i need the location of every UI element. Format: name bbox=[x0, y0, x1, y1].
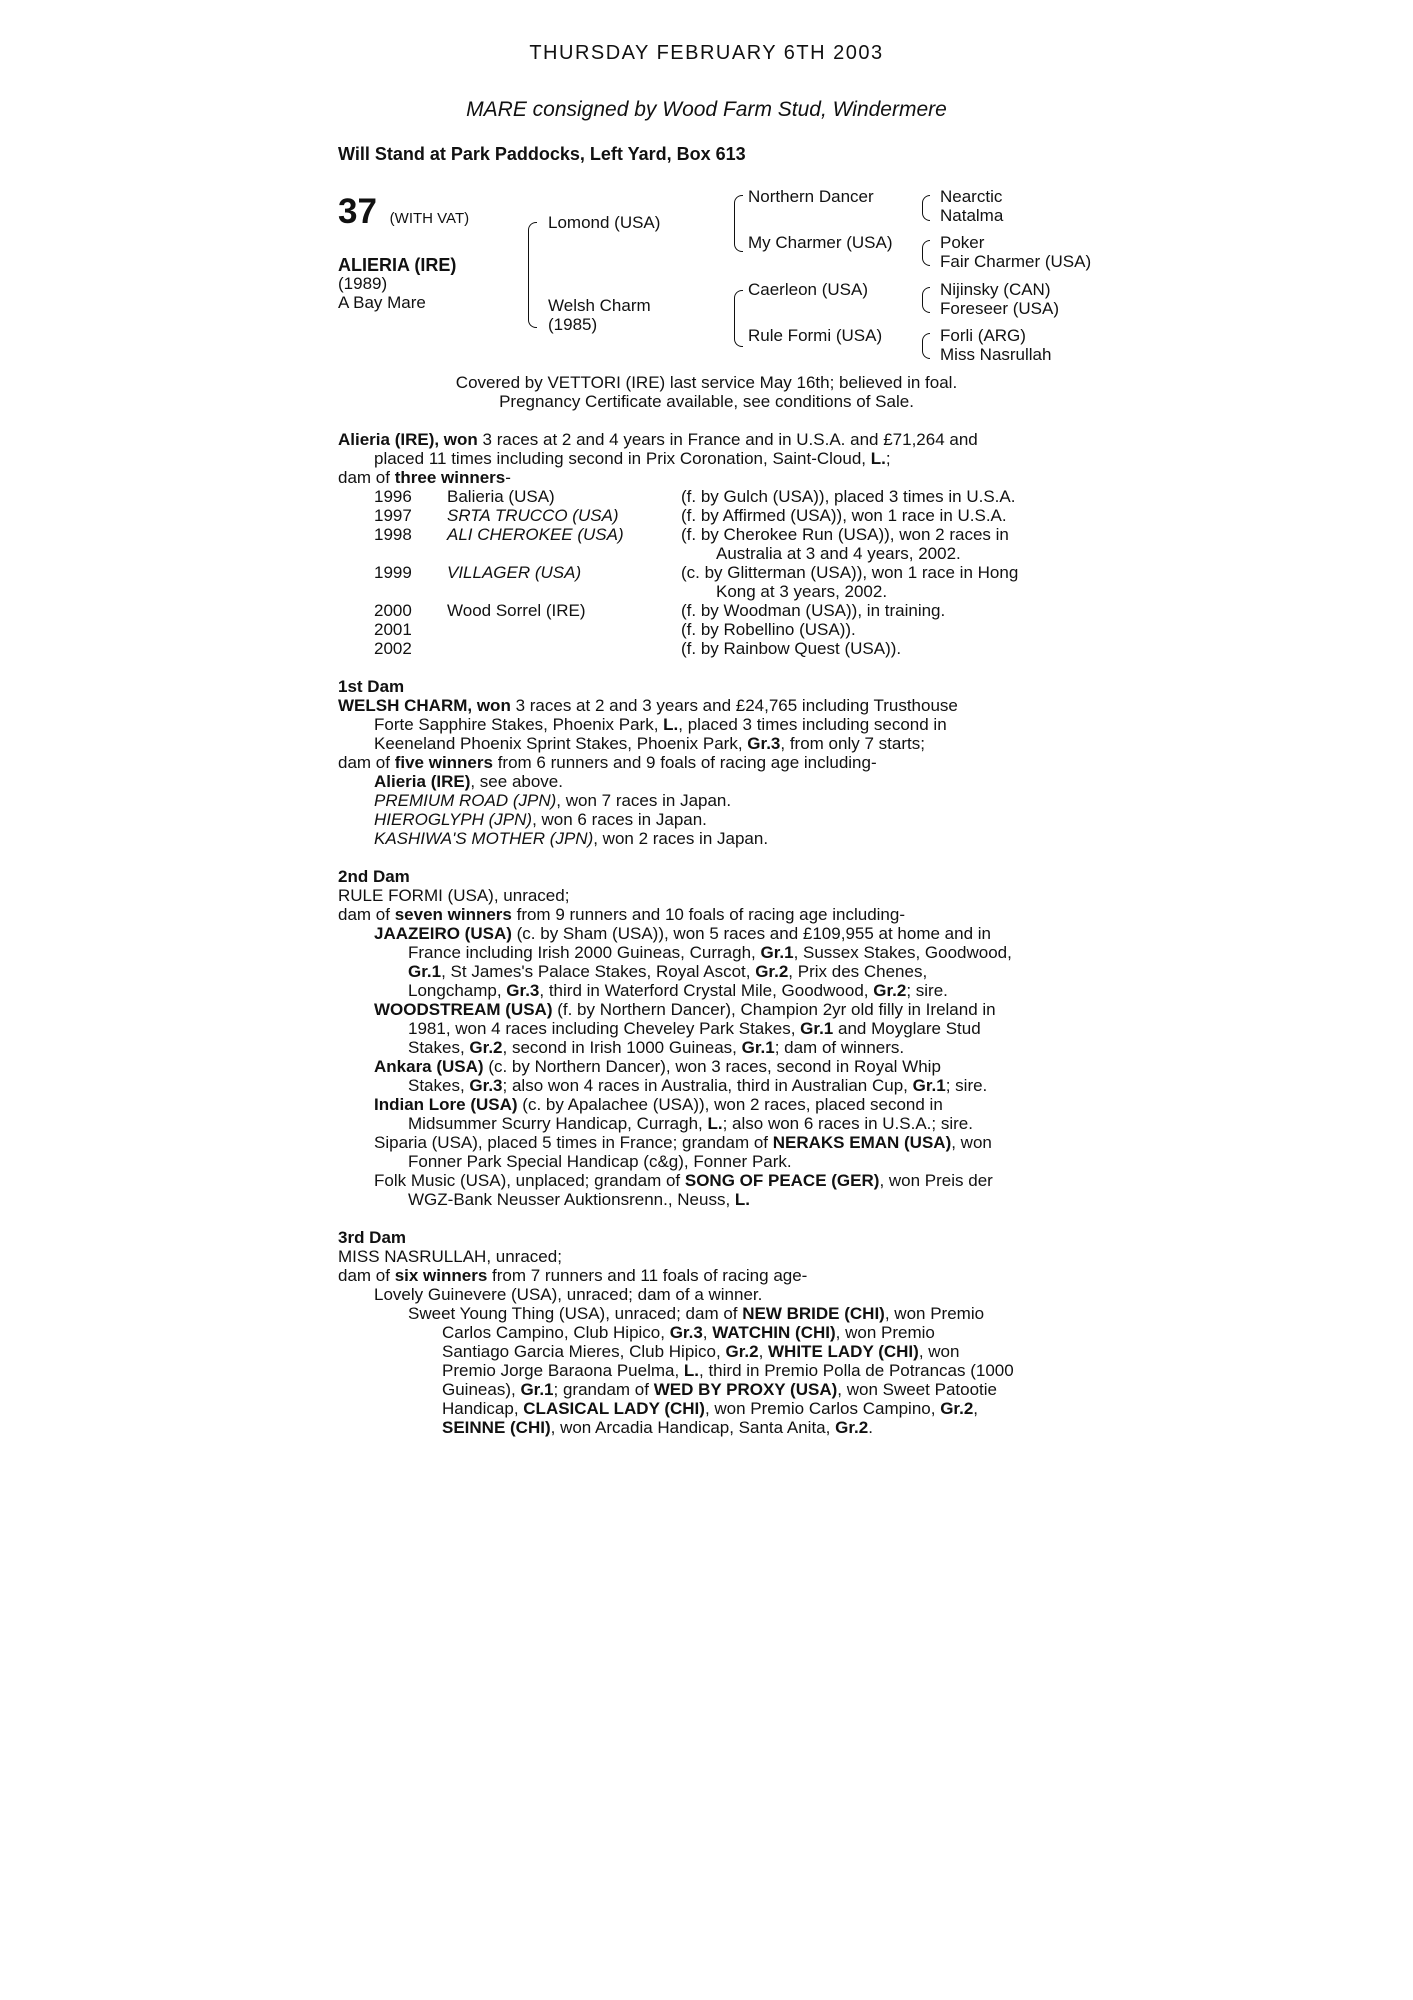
produce-year: 2001 bbox=[374, 620, 412, 639]
race-record-line-2 bbox=[374, 449, 891, 468]
group-mark: Gr.2 bbox=[835, 1418, 869, 1437]
sweet-young-thing-line-6 bbox=[442, 1399, 978, 1418]
woodstream-line-1 bbox=[374, 1000, 996, 1019]
horse-description: A Bay Mare bbox=[338, 293, 426, 312]
text: ; also won 6 races in U.S.A.; sire. bbox=[722, 1114, 973, 1133]
produce-note: (f. by Woodman (USA)), in training. bbox=[681, 601, 946, 620]
text: Midsummer Scurry Handicap, Curragh, bbox=[408, 1114, 708, 1133]
listed-mark: L. bbox=[734, 1190, 751, 1209]
brace bbox=[922, 195, 930, 221]
produce-year: 1998 bbox=[374, 525, 412, 544]
second-dam-summary bbox=[338, 905, 905, 924]
produce-name: VILLAGER (USA) bbox=[447, 563, 582, 582]
siparia-line-1 bbox=[374, 1133, 992, 1152]
brace bbox=[734, 290, 743, 347]
text: Keeneland Phoenix Sprint Stakes, Phoenix Park, bbox=[374, 734, 748, 753]
group-mark: Gr.1 bbox=[741, 1038, 775, 1057]
text: Carlos Campino, Club Hipico, bbox=[442, 1323, 670, 1342]
text: (c. by Apalachee (USA)), won 2 races, placed second in bbox=[517, 1095, 943, 1114]
produce-note: (f. by Robellino (USA)). bbox=[681, 620, 856, 639]
listed-mark: L. bbox=[683, 1361, 700, 1380]
pedigree-sire-sire: Northern Dancer bbox=[748, 187, 874, 206]
listed-mark: L. bbox=[663, 715, 679, 734]
group-mark: Gr.2 bbox=[725, 1342, 759, 1361]
produce-name: Ankara (USA) bbox=[374, 1057, 484, 1076]
text: Sweet Young Thing (USA), unraced; dam of bbox=[408, 1304, 743, 1323]
indian-lore-line-1 bbox=[374, 1095, 943, 1114]
sweet-young-thing-line-5 bbox=[442, 1380, 997, 1399]
produce-note: (f. by Rainbow Quest (USA)). bbox=[681, 639, 902, 658]
lovely-guinevere: Lovely Guinevere (USA), unraced; dam of a winner. bbox=[374, 1285, 763, 1304]
text: from 9 runners and 10 foals of racing age including- bbox=[511, 905, 905, 924]
text: , placed 3 times including second in bbox=[678, 715, 947, 734]
produce-year: 1999 bbox=[374, 563, 412, 582]
first-dam-line-3 bbox=[374, 734, 925, 753]
sale-date: THURSDAY FEBRUARY 6TH 2003 bbox=[529, 42, 884, 64]
pedigree-dsd: Foreseer (USA) bbox=[940, 299, 1060, 318]
sweet-young-thing-line-2 bbox=[442, 1323, 935, 1342]
group-mark: Gr.1 bbox=[912, 1076, 946, 1095]
first-dam-produce-1 bbox=[374, 772, 563, 791]
first-dam-produce-3 bbox=[374, 810, 707, 829]
pedigree-dss: Nijinsky (CAN) bbox=[940, 280, 1051, 299]
text: , won 6 races in Japan. bbox=[532, 810, 707, 829]
text: , bbox=[758, 1342, 769, 1361]
listed-mark: L. bbox=[870, 449, 886, 468]
text: , won Premio bbox=[835, 1323, 935, 1342]
text: Stakes, bbox=[408, 1038, 470, 1057]
brace bbox=[528, 222, 537, 328]
brace bbox=[734, 195, 743, 252]
group-mark: Gr.2 bbox=[873, 981, 907, 1000]
produce-note: (f. by Gulch (USA)), placed 3 times in U.S.A. bbox=[681, 487, 1016, 506]
winners-count: three winners bbox=[394, 468, 506, 487]
pedigree-sds: Poker bbox=[940, 233, 985, 252]
ankara-line-1 bbox=[374, 1057, 941, 1076]
text: , won 2 races in Japan. bbox=[593, 829, 769, 848]
pedigree-dam-dam: Rule Formi (USA) bbox=[748, 326, 883, 345]
produce-name: JAAZEIRO (USA) bbox=[374, 924, 512, 943]
sweet-young-thing-line-7 bbox=[442, 1418, 873, 1437]
text: Siparia (USA), placed 5 times in France; grandam of bbox=[374, 1133, 773, 1152]
text: , third in Waterford Crystal Mile, Goodwood, bbox=[539, 981, 874, 1000]
produce-name: ALI CHEROKEE (USA) bbox=[447, 525, 624, 544]
text: . bbox=[868, 1418, 873, 1437]
group-mark: Gr.3 bbox=[469, 1076, 503, 1095]
produce-name: HIEROGLYPH (JPN) bbox=[374, 810, 533, 829]
third-dam-summary bbox=[338, 1266, 807, 1285]
cover-note-1: Covered by VETTORI (IRE) last service May 16th; believed in foal. bbox=[455, 373, 958, 392]
produce-name: PREMIUM ROAD (JPN) bbox=[374, 791, 557, 810]
text: (c. by Sham (USA)), won 5 races and £109,955 at home and in bbox=[511, 924, 991, 943]
produce-name: WATCHIN (CHI) bbox=[712, 1323, 836, 1342]
text: , won bbox=[951, 1133, 992, 1152]
produce-name: CLASICAL LADY (CHI) bbox=[523, 1399, 705, 1418]
group-mark: Gr.1 bbox=[520, 1380, 554, 1399]
text: from 7 runners and 11 foals of racing age- bbox=[487, 1266, 808, 1285]
group-mark: Gr.2 bbox=[469, 1038, 503, 1057]
produce-name: SRTA TRUCCO (USA) bbox=[447, 506, 619, 525]
record-won: , won bbox=[434, 430, 478, 449]
text: , won Sweet Patootie bbox=[837, 1380, 997, 1399]
pedigree-dam-year: (1985) bbox=[548, 315, 598, 334]
ankara-line-2 bbox=[408, 1076, 987, 1095]
produce-name: Wood Sorrel (IRE) bbox=[447, 601, 586, 620]
second-dam-name: RULE FORMI (USA), unraced; bbox=[338, 886, 570, 905]
produce-name: WHITE LADY (CHI) bbox=[768, 1342, 919, 1361]
folk-music-line-2 bbox=[408, 1190, 750, 1209]
winners-count: six winners bbox=[394, 1266, 488, 1285]
pedigree-ssd: Natalma bbox=[940, 206, 1004, 225]
sweet-young-thing-line-1 bbox=[408, 1304, 984, 1323]
text: , St James's Palace Stakes, Royal Ascot, bbox=[441, 962, 756, 981]
group-mark: Gr.2 bbox=[755, 962, 789, 981]
brace bbox=[922, 240, 930, 266]
text: Handicap, bbox=[442, 1399, 524, 1418]
lot-number-block bbox=[338, 192, 469, 232]
brace bbox=[922, 287, 930, 313]
text: , third in Premio Polla de Potrancas (1000 bbox=[699, 1361, 1014, 1380]
stand-location: Will Stand at Park Paddocks, Left Yard, Box 613 bbox=[338, 144, 746, 164]
winners-count: five winners bbox=[394, 753, 493, 772]
text: ; sire. bbox=[906, 981, 948, 1000]
produce-name: SONG OF PEACE (GER) bbox=[684, 1171, 880, 1190]
produce-name: KASHIWA'S MOTHER (JPN) bbox=[374, 829, 594, 848]
text: ; grandam of bbox=[553, 1380, 654, 1399]
produce-name: WOODSTREAM (USA) bbox=[374, 1000, 553, 1019]
text: , Sussex Stakes, Goodwood, bbox=[793, 943, 1012, 962]
pedigree-ddd: Miss Nasrullah bbox=[940, 345, 1052, 364]
dam-of: dam of bbox=[338, 753, 395, 772]
text: and Moyglare Stud bbox=[833, 1019, 981, 1038]
text: , bbox=[702, 1323, 713, 1342]
text: , won 7 races in Japan. bbox=[556, 791, 732, 810]
second-dam-heading: 2nd Dam bbox=[338, 867, 410, 886]
produce-name: Balieria (USA) bbox=[447, 487, 555, 506]
text: , won Premio bbox=[884, 1304, 985, 1323]
jaazeiro-line-1 bbox=[374, 924, 991, 943]
cover-note-2: Pregnancy Certificate available, see conditions of Sale. bbox=[499, 392, 914, 411]
horse-year: (1989) bbox=[338, 274, 388, 293]
produce-note: (f. by Cherokee Run (USA)), won 2 races in bbox=[681, 525, 1009, 544]
produce-year: 2000 bbox=[374, 601, 412, 620]
third-dam-heading: 3rd Dam bbox=[338, 1228, 407, 1247]
group-mark: Gr.3 bbox=[669, 1323, 703, 1342]
brace bbox=[922, 333, 930, 359]
race-record-line-1 bbox=[338, 430, 978, 449]
pedigree-dam: Welsh Charm bbox=[548, 296, 651, 315]
text: , bbox=[973, 1399, 979, 1418]
group-mark: Gr.1 bbox=[800, 1019, 834, 1038]
third-dam-name: MISS NASRULLAH, unraced; bbox=[338, 1247, 562, 1266]
text: Forte Sapphire Stakes, Phoenix Park, bbox=[374, 715, 664, 734]
produce-note-cont: Australia at 3 and 4 years, 2002. bbox=[716, 544, 961, 563]
produce-name: Alieria (IRE) bbox=[374, 772, 471, 791]
text: 3 races at 2 and 3 years and £24,765 including Trusthouse bbox=[510, 696, 958, 715]
sweet-young-thing-line-4 bbox=[442, 1361, 1014, 1380]
jaazeiro-line-2 bbox=[408, 943, 1012, 962]
text: from 6 runners and 9 foals of racing age including- bbox=[492, 753, 877, 772]
jaazeiro-line-4 bbox=[408, 981, 948, 1000]
pedigree-dam-sire: Caerleon (USA) bbox=[748, 280, 868, 299]
first-dam-line-2 bbox=[374, 715, 947, 734]
produce-name: NERAKS EMAN (USA) bbox=[772, 1133, 952, 1152]
record-name: Alieria (IRE) bbox=[338, 430, 435, 449]
punct: - bbox=[505, 468, 511, 487]
pedigree-sire: Lomond (USA) bbox=[548, 213, 661, 232]
produce-note: (c. by Glitterman (USA)), won 1 race in Hong bbox=[681, 563, 1019, 582]
text: , won Premio Carlos Campino, bbox=[704, 1399, 941, 1418]
dam-of: dam of bbox=[338, 905, 395, 924]
text: , from only 7 starts; bbox=[780, 734, 925, 753]
text: , see above. bbox=[470, 772, 563, 791]
sweet-young-thing-line-3 bbox=[442, 1342, 959, 1361]
text: (f. by Northern Dancer), Champion 2yr old filly in Ireland in bbox=[552, 1000, 996, 1019]
winners-count: seven winners bbox=[394, 905, 512, 924]
text: ; dam of winners. bbox=[774, 1038, 905, 1057]
woodstream-line-2 bbox=[408, 1019, 981, 1038]
text: ; sire. bbox=[945, 1076, 988, 1095]
first-dam-name: WELSH CHARM bbox=[338, 696, 468, 715]
record-text: 3 races at 2 and 4 years in France and in U.S.A. and £71,264 and bbox=[477, 430, 978, 449]
text: Stakes, bbox=[408, 1076, 470, 1095]
punct: ; bbox=[885, 449, 891, 468]
first-dam-line-1 bbox=[338, 696, 958, 715]
folk-music-line-1 bbox=[374, 1171, 993, 1190]
text: , Prix des Chenes, bbox=[788, 962, 928, 981]
produce-name: WED BY PROXY (USA) bbox=[653, 1380, 838, 1399]
pedigree-sdd: Fair Charmer (USA) bbox=[940, 252, 1092, 271]
consignor-line: MARE consigned by Wood Farm Stud, Windermere bbox=[466, 98, 947, 121]
group-mark: Gr.1 bbox=[408, 962, 442, 981]
group-mark: Gr.3 bbox=[747, 734, 781, 753]
produce-year: 1997 bbox=[374, 506, 412, 525]
text: Folk Music (USA), unplaced; grandam of bbox=[374, 1171, 685, 1190]
text: ; also won 4 races in Australia, third in Australian Cup, bbox=[502, 1076, 913, 1095]
race-record-line-3 bbox=[338, 468, 511, 487]
text: , won bbox=[918, 1342, 960, 1361]
text: WGZ-Bank Neusser Auktionsrenn., Neuss, bbox=[408, 1190, 735, 1209]
text: Guineas), bbox=[442, 1380, 521, 1399]
produce-year: 1996 bbox=[374, 487, 412, 506]
text: Premio Jorge Baraona Puelma, bbox=[442, 1361, 684, 1380]
indian-lore-line-2 bbox=[408, 1114, 973, 1133]
listed-mark: L. bbox=[707, 1114, 723, 1133]
pedigree-sss: Nearctic bbox=[940, 187, 1003, 206]
produce-note-cont: Kong at 3 years, 2002. bbox=[716, 582, 888, 601]
vat-note: (WITH VAT) bbox=[389, 210, 470, 227]
first-dam-heading: 1st Dam bbox=[338, 677, 405, 696]
woodstream-line-3 bbox=[408, 1038, 904, 1057]
dam-of: dam of bbox=[338, 468, 395, 487]
produce-name: SEINNE (CHI) bbox=[442, 1418, 551, 1437]
pedigree-sire-dam: My Charmer (USA) bbox=[748, 233, 893, 252]
dam-of: dam of bbox=[338, 1266, 395, 1285]
group-mark: Gr.1 bbox=[760, 943, 794, 962]
horse-name: ALIERIA (IRE) bbox=[338, 255, 457, 275]
first-dam-produce-4 bbox=[374, 829, 768, 848]
group-mark: Gr.2 bbox=[940, 1399, 974, 1418]
jaazeiro-line-3 bbox=[408, 962, 927, 981]
produce-year: 2002 bbox=[374, 639, 412, 658]
text: , won Preis der bbox=[879, 1171, 993, 1190]
produce-name: Indian Lore (USA) bbox=[374, 1095, 518, 1114]
first-dam-line-4 bbox=[338, 753, 877, 772]
pedigree-dds: Forli (ARG) bbox=[940, 326, 1026, 345]
text: 1981, won 4 races including Cheveley Park Stakes, bbox=[408, 1019, 801, 1038]
text: , second in Irish 1000 Guineas, bbox=[502, 1038, 742, 1057]
record-text: placed 11 times including second in Prix Coronation, Saint-Cloud, bbox=[374, 449, 871, 468]
lot-number: 37 bbox=[338, 192, 377, 231]
text: Longchamp, bbox=[408, 981, 507, 1000]
first-dam-produce-2 bbox=[374, 791, 731, 810]
text: (c. by Northern Dancer), won 3 races, second in Royal Whip bbox=[483, 1057, 941, 1076]
produce-name: NEW BRIDE (CHI) bbox=[742, 1304, 885, 1323]
text: Santiago Garcia Mieres, Club Hipico, bbox=[442, 1342, 726, 1361]
produce-note: (f. by Affirmed (USA)), won 1 race in U.S.A. bbox=[681, 506, 1007, 525]
text: , won Arcadia Handicap, Santa Anita, bbox=[550, 1418, 836, 1437]
siparia-line-2: Fonner Park Special Handicap (c&g), Fonner Park. bbox=[408, 1152, 792, 1171]
won: , won bbox=[467, 696, 511, 715]
text: France including Irish 2000 Guineas, Curragh, bbox=[408, 943, 761, 962]
group-mark: Gr.3 bbox=[506, 981, 540, 1000]
